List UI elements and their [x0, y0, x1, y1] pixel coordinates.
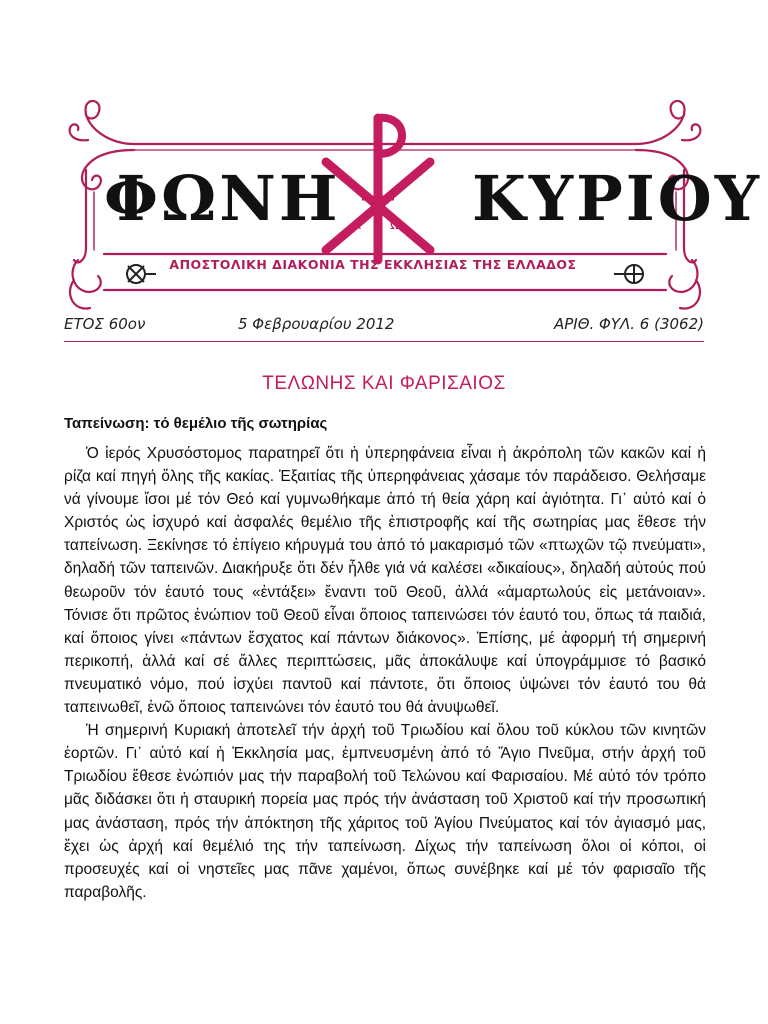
masthead-subtitle: ΑΠΟΣΤΟΛΙΚΗ ΔΙΑΚΟΝΙΑ ΤΗΣ ΕΚΚΛΗΣΙΑΣ ΤΗΣ ΕΛΛΑΔΟΣ	[169, 257, 577, 272]
issue-year: ΕΤΟΣ 60ον	[64, 315, 146, 333]
right-emblem-icon	[614, 265, 643, 283]
meta-divider	[64, 341, 704, 342]
chi-rho-icon	[326, 118, 430, 260]
article-paragraph: Ὁ ἱερός Χρυσόστομος παρατηρεῖ ὅτι ἡ ὑπερηφάνεια εἶναι ἡ ἀκρόπολη τῶν κακῶν καί ἡ ρίζα καί πηγή ὅλης τῆς κακίας. Ἐξαιτίας τῆς ὑπερηφάνειας χάσαμε τόν παράδεισο. Θελήσαμε νά γίνουμε ἴσοι μέ τόν Θεό καί γυμνωθήκαμε ἀπό τή θεία χάρη καί ἁγιότητα. Γι᾽ αὐτό καί ὁ Χριστός ὡς ἰσχυρό καί ἀσφαλές θεμέλιο τῆς ἐπιστροφῆς καί τῆς σωτηρίας μας ἔθεσε τήν ταπείνωση. Ξεκίνησε τό ἐπίγειο κήρυγμά του ἀπό τό μακαρισμό τῶν «πτωχῶν τῷ πνεύματι», δηλαδή τῶν ταπεινῶν. Διακήρυξε ὅτι δέν ἦλθε γιά νά καλέσει «δικαίους», δηλαδή αὐτούς πού θεωροῦν τόν ἑαυτό τους «ἐντάξει» ἔναντι τοῦ Θεοῦ, ἀλλά «ἁμαρτωλούς εἰς μετάνοιαν». Τόνισε ὅτι πρῶτος ἐνώπιον τοῦ Θεοῦ εἶναι ὅποιος ταπεινώσει τόν ἑαυτό του, ὅπως τά παιδιά, καί ὅποιος γίνει «πάντων ἔσχατος καί πάντων διάκονος». Ἐπίσης, μέ ἀφορμή τή σημερινή περικοπή, ἀλλά καί σέ ἄλλες περιπτώσεις, μᾶς ἀποκάλυψε καί ὑπογράμμισε τό βασικό πνευματικό νόμο, πού ἰσχύει παντοῦ καί πάντοτε, ὅτι ὅποιος ὑψώνει τόν ἑαυτό του θά ταπεινωθεῖ, ἐνῶ ὅποιος ταπεινώνει τόν ἑαυτό του θά ἀνυψωθεῖ.	[64, 445, 706, 717]
article-paragraph: Ἡ σημερινή Κυριακή ἀποτελεῖ τήν ἀρχή τοῦ Τριωδίου καί ὅλου τοῦ κύκλου τῶν κινητῶν ἑορτῶν. Γι᾽ αὐτό καί ἡ Ἐκκλησία μας, ἐμπνευσμένη ἀπό τό Ἅγιο Πνεῦμα, στήν ἀρχή τοῦ Τριωδίου ἔθεσε ἐνώπιόν μας τήν παραβολή τοῦ Τελώνου καί Φαρισαίου. Μέ αὐτό τόν τρόπο μᾶς διδάσκει ὅτι ἡ σταυρική πορεία μας πρός τήν ἀνάσταση τοῦ Χριστοῦ καί τήν προσωπική μας ἀνάσταση, πρός τήν ἀπόκτηση τῆς χάριτος τοῦ Ἁγίου Πνεύματος καί τόν ἁγιασμό μας, ἔχει ὡς ἀρχή καί θεμέλιό της τήν ταπείνωση. Δίχως τήν ταπείνωση ὅλοι οἱ κόποι, οἱ προσευχές καί οἱ νηστεῖες μας πᾶνε χαμένοι, ὅπως συνέβηκε καί μέ τόν φαρισαῖο τῆς παραβολῆς.	[64, 722, 706, 901]
masthead-title-right: ΚΥΡΙΟΥ	[472, 162, 763, 235]
issue-number: ΑΡΙΘ. ΦΥΛ. 6 (3062)	[553, 315, 704, 333]
article-body	[64, 442, 706, 904]
issue-date: 5 Φεβρουαρίου 2012	[238, 315, 395, 333]
masthead-title-left: ΦΩΝΗ	[104, 162, 341, 235]
omega-letter: Ω	[390, 218, 400, 233]
section-heading: Ταπείνωση: τό θεμέλιο τῆς σωτηρίας	[64, 415, 328, 432]
left-emblem-icon	[127, 265, 156, 283]
alpha-letter: Α	[352, 218, 361, 233]
article-title: ΤΕΛΩΝΗΣ ΚΑΙ ΦΑΡΙΣΑΙΟΣ	[262, 373, 506, 394]
